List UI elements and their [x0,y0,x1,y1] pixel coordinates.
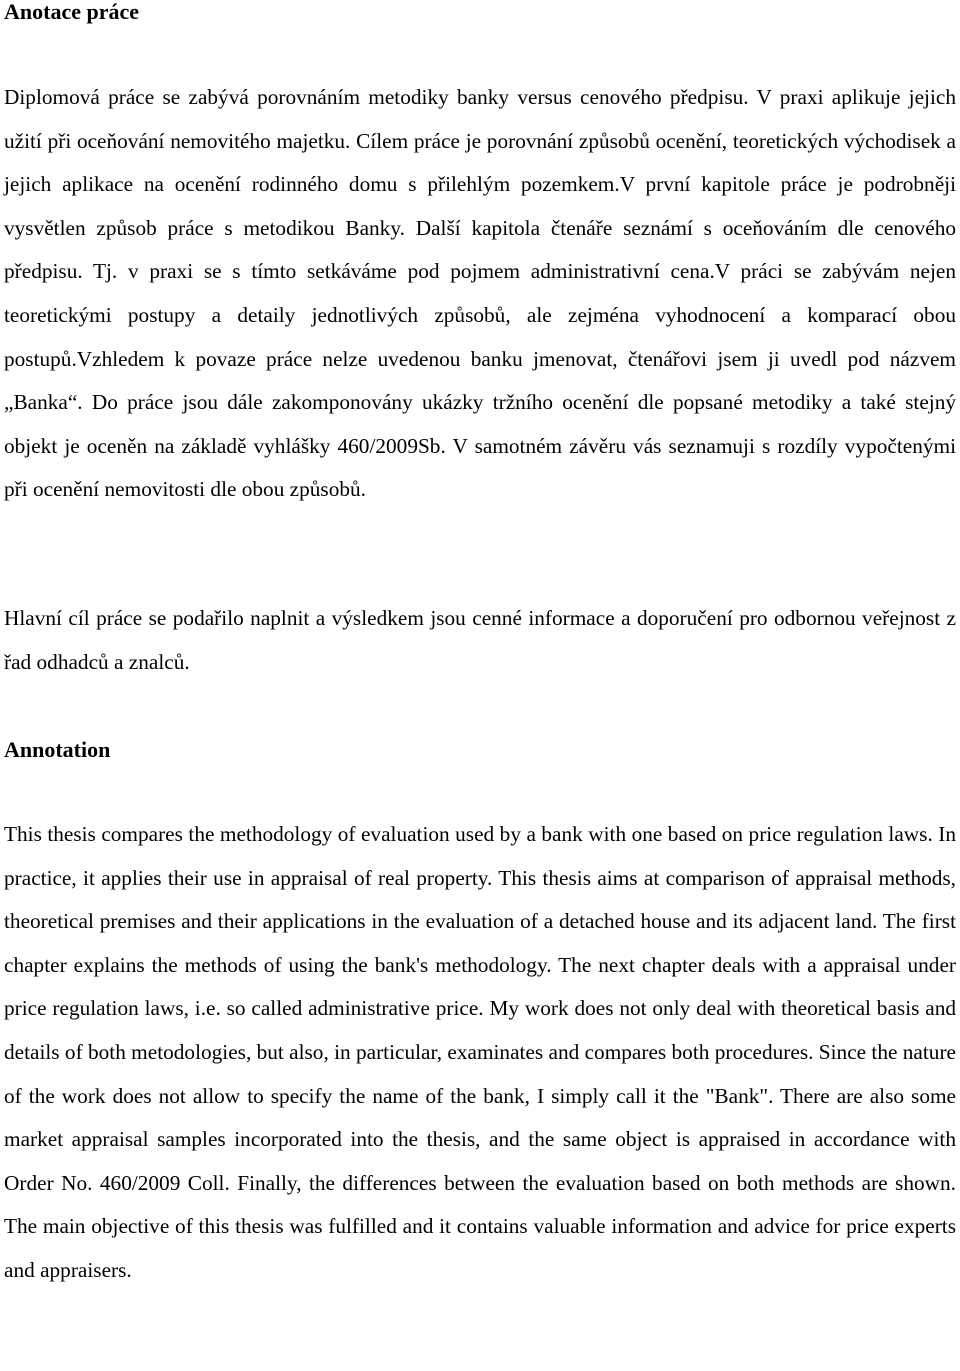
czech-annotation-paragraph-1: Diplomová práce se zabývá porovnáním metodiky banky versus cenového předpisu. V praxi aplikuje jejich užití při oceňování nemovitého majetku. Cílem práce je porovnání způsobů ocenění, teoretických východisek a jejich aplikace na ocenění rodinného domu s přilehlým pozemkem.V první kapitole práce je podrobněji vysvětlen způsob práce s metodikou Banky. Další kapitola čtenáře seznámí s oceňováním dle cenového předpisu. Tj. v praxi se s tímto setkáváme pod pojmem administrativní cena.V práci se zabývám nejen teoretickými postupy a detaily jednotlivých způsobů, ale zejména vyhodnocení a komparací obou postupů.Vzhledem k povaze práce nelze uvedenou banku jmenovat, čtenářovi jsem ji uvedl pod názvem „Banka“. Do práce jsou dále zakomponovány ukázky tržního ocenění dle popsané metodiky a také stejný objekt je oceněn na základě vyhlášky 460/2009Sb. V samotném závěru vás seznamuji s rozdíly vypočtenými při ocenění nemovitosti dle obou způsobů. [4,85,956,502]
czech-annotation-heading: Anotace práce [4,0,140,24]
english-annotation-paragraph: This thesis compares the methodology of evaluation used by a bank with one based on price regulation laws. In practice, it applies their use in appraisal of real property. This thesis aims at comparison of appraisal methods, theoretical premises and their applications in the evaluation of a detached house and its adjacent land. The first chapter explains the methods of using the bank's methodology. The next chapter deals with a appraisal under price regulation laws, i.e. so called administrative price. My work does not only deal with theoretical basis and details of both metodologies, but also, in particular, examinates and compares both procedures. Since the nature of the work does not allow to specify the name of the bank, I simply call it the "Bank". There are also some market appraisal samples incorporated into the thesis, and the same object is appraised in accordance with Order No. 460/2009 Coll. Finally, the differences between the evaluation based on both methods are shown. The main objective of this thesis was fulfilled and it contains valuable information and advice for price experts and appraisers. [4,822,956,1282]
english-annotation-heading: Annotation [4,737,111,762]
czech-annotation-paragraph-2: Hlavní cíl práce se podařilo naplnit a výsledkem jsou cenné informace a doporučení pro odbornou veřejnost z řad odhadců a znalců. [4,606,956,674]
